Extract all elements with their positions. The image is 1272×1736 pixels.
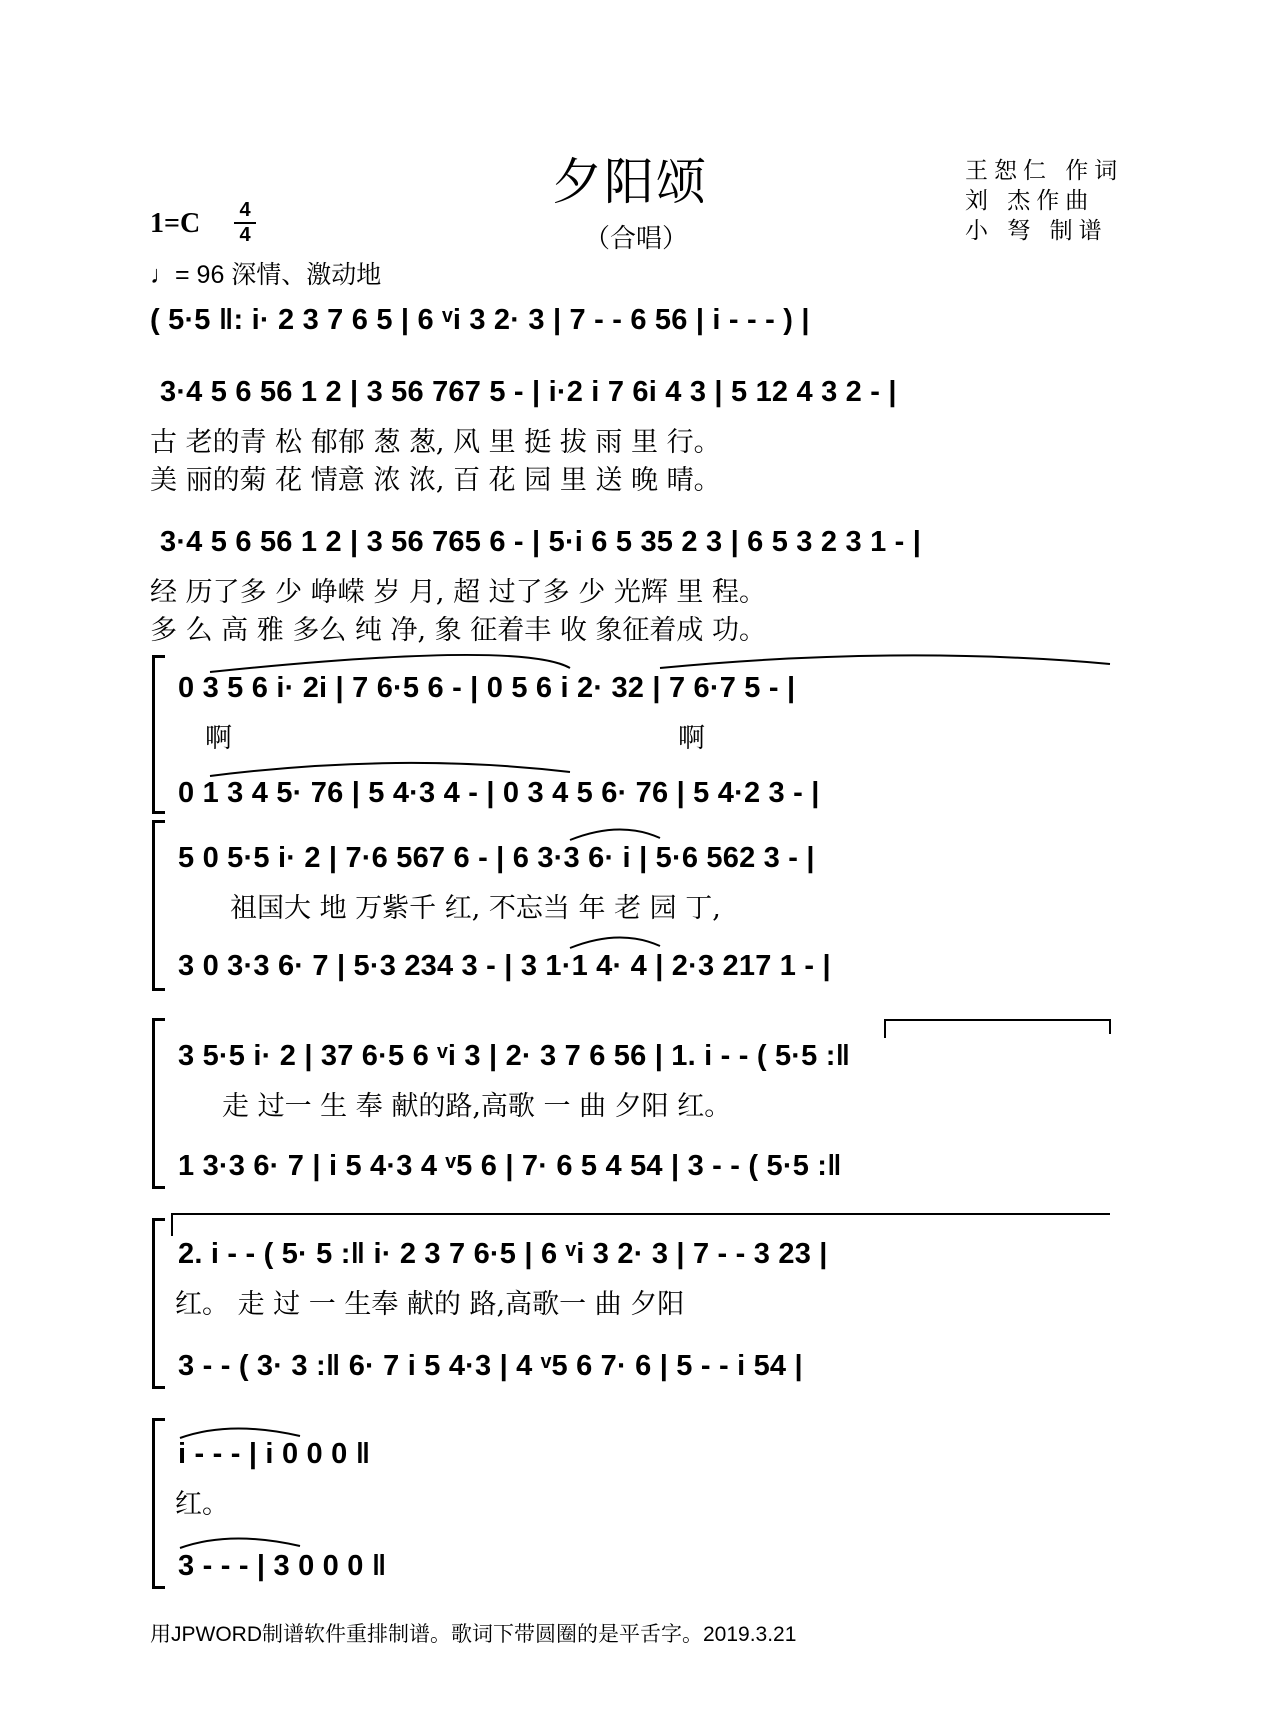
time-signature-bottom: 4 xyxy=(239,224,251,246)
verse-line1-notes: 3·4 5 6 56 1 2 | 3 56 767 5 - | i·2 i 7 6i 4 3 | 5 12 4 3 2 - | xyxy=(160,376,897,408)
composer-credit: 刘 杰作曲 xyxy=(965,188,1095,214)
arranger-credit: 小 弩 制谱 xyxy=(965,218,1108,244)
slur-mark xyxy=(570,829,660,840)
system1-lower-notes: 0 1 3 4 5· 76 | 5 4·3 4 - | 0 3 4 5 6· 76 | 5 4·2 3 - | xyxy=(178,777,820,809)
footer-note: 用JPWORD制谱软件重排制谱。歌词下带圆圈的是平舌字。2019.3.21 xyxy=(150,1623,797,1646)
verse-line2-notes: 3·4 5 6 56 1 2 | 3 56 765 6 - | 5·i 6 5 35 2 3 | 6 5 3 2 3 1 - | xyxy=(160,526,922,558)
system5-lower-notes: 3 - - - | 3 0 0 0 ‖ xyxy=(178,1550,387,1582)
slur-mark xyxy=(660,655,1110,668)
volta-bracket xyxy=(172,1214,1110,1236)
system1-upper-lyric-1: 啊 xyxy=(205,723,232,754)
tempo-marking: ♩= 96 深情、激动地 xyxy=(150,261,382,289)
verse-line2-lyrics-1: 经 历了多 少 峥嵘 岁 月, 超 过了多 少 光辉 里 程。 xyxy=(150,577,766,608)
system4-upper-lyrics: 红。 走 过 一 生奉 献的 路,高歌一 曲 夕阳 xyxy=(175,1289,685,1320)
system1-upper-notes: 0 3 5 6 i· 2i | 7 6·5 6 - | 0 5 6 i 2· 32 | 7 6·7 5 - | xyxy=(178,672,796,704)
intro-notes: ( 5·5 ‖: i· 2 3 7 6 5 | 6 ᵛi 3 2· 3 | 7 - - 6 56 | i - - - ) | xyxy=(150,304,810,336)
system3-upper-lyrics: 走 过一 生 奉 献的路,高歌 一 曲 夕阳 红。 xyxy=(222,1091,732,1122)
system4-lower-notes: 3 - - ( 3· 3 :‖ 6· 7 i 5 4·3 | 4 ᵛ5 6 7· 6 | 5 - - i 54 | xyxy=(178,1350,803,1382)
slur-mark xyxy=(210,763,570,776)
system1-upper-lyric-2: 啊 xyxy=(678,723,705,754)
system2-lower-notes: 3 0 3·3 6· 7 | 5·3 234 3 - | 3 1·1 4· 4 | 2·3 217 1 - | xyxy=(178,950,831,982)
time-signature-top: 4 xyxy=(239,199,251,221)
system4-upper-notes: 2. i - - ( 5· 5 :‖ i· 2 3 7 6·5 | 6 ᵛi 3 2· 3 | 7 - - 3 23 | xyxy=(178,1238,828,1270)
system2-upper-lyrics: 祖国大 地 万紫千 红, 不忘当 年 老 园 丁, xyxy=(230,893,721,924)
slur-mark xyxy=(180,1538,300,1548)
verse-line2-lyrics-2: 多 么 高 雅 多么 纯 净, 象 征着丰 收 象征着成 功。 xyxy=(150,615,766,646)
slur-mark xyxy=(210,655,570,672)
slur-mark xyxy=(570,937,660,948)
system5-upper-lyrics: 红。 xyxy=(175,1489,229,1520)
song-subtitle: （合唱） xyxy=(584,224,689,254)
system5-upper-notes: i - - - | i 0 0 0 ‖ xyxy=(178,1438,371,1470)
key-signature: 1=C xyxy=(150,208,201,239)
system3-lower-notes: 1 3·3 6· 7 | i 5 4·3 4 ᵛ5 6 | 7· 6 5 4 54 | 3 - - ( 5·5 :‖ xyxy=(178,1150,842,1182)
song-title: 夕阳颂 xyxy=(552,153,708,211)
lyricist-credit: 王恕仁 作词 xyxy=(965,158,1124,184)
volta-bracket xyxy=(885,1020,1110,1038)
slur-mark xyxy=(180,1428,300,1438)
system2-upper-notes: 5 0 5·5 i· 2 | 7·6 567 6 - | 6 3·3 6· i | 5·6 562 3 - | xyxy=(178,842,815,874)
verse-line1-lyrics-2: 美 丽的菊 花 情意 浓 浓, 百 花 园 里 送 晚 晴。 xyxy=(150,465,721,496)
system3-upper-notes: 3 5·5 i· 2 | 37 6·5 6 ᵛi 3 | 2· 3 7 6 56 | 1. i - - ( 5·5 :‖ xyxy=(178,1040,851,1072)
verse-line1-lyrics-1: 古 老的青 松 郁郁 葱 葱, 风 里 挺 拔 雨 里 行。 xyxy=(150,427,721,458)
